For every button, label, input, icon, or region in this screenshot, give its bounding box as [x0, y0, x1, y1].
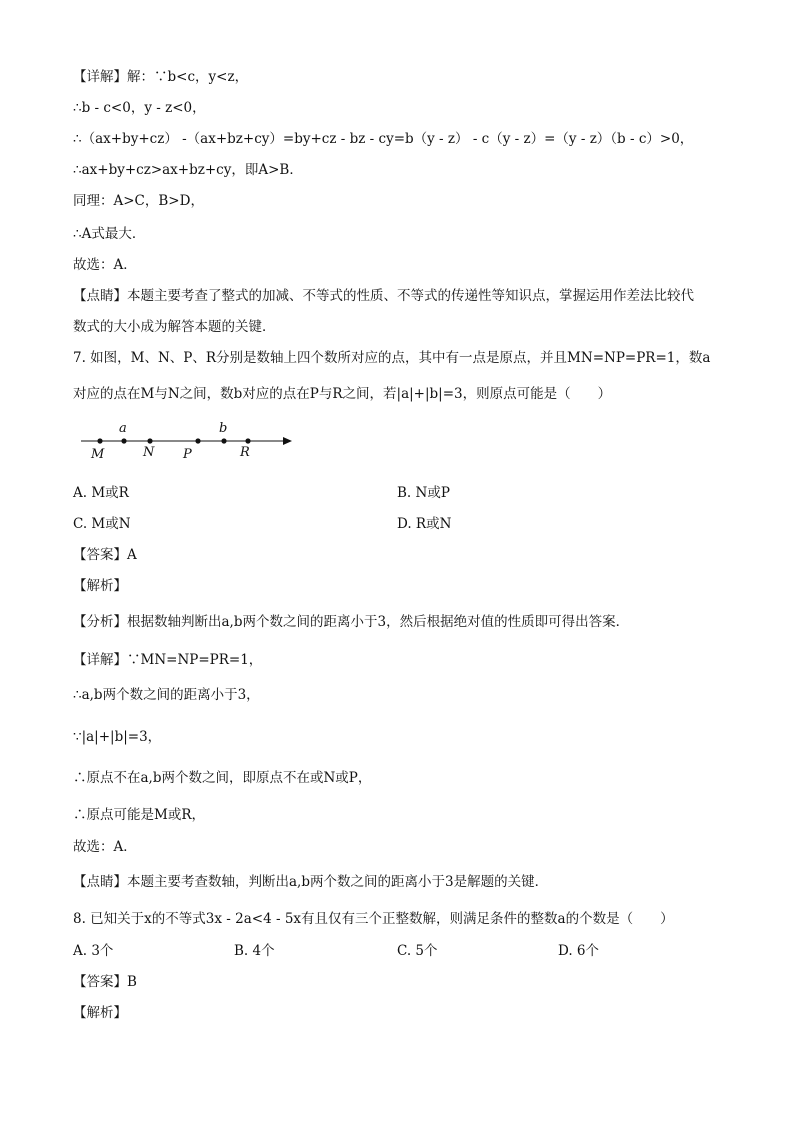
analysis-line: 【分析】根据数轴判断出a,b两个数之间的距离小于3，然后根据绝对值的性质即可得出答案． — [73, 614, 630, 630]
detail-line: 故选：A． — [73, 839, 137, 855]
point-a — [121, 438, 126, 443]
option-b: B. 4个 — [234, 943, 275, 959]
option-d: D. R或N — [397, 516, 452, 532]
arrow-right-icon — [283, 437, 292, 445]
label-p: P — [183, 447, 192, 462]
detail-line: ∴原点可能是M或R， — [73, 807, 205, 823]
question-7-stem: 对应的点在M与N之间，数b对应的点在P与R之间，若|a|+|b|=3，则原点可能是（ ） — [73, 386, 612, 402]
label-a: a — [119, 421, 127, 436]
option-c: C. M或N — [73, 516, 131, 532]
number-line-figure — [78, 420, 298, 468]
label-n: N — [143, 445, 155, 460]
text-line: 故选：A． — [73, 257, 137, 273]
point-p — [195, 438, 200, 443]
text-line: ∴（ax+by+cz） -（ax+bz+cy）=by+cz - bz - cy=b（y - z） - c（y - z）=（y - z）（b - c）>0， — [73, 131, 694, 147]
text-line: ∴b - c<0，y - z<0， — [73, 100, 206, 116]
comment-line: 【点睛】本题主要考查数轴，判断出a,b两个数之间的距离小于3是解题的关键． — [73, 874, 549, 890]
point-n — [147, 438, 152, 443]
detail-line: ∴原点不在a,b两个数之间，即原点不在或N或P， — [73, 770, 372, 786]
detail-line: ∴a,b两个数之间的距离小于3， — [73, 687, 260, 703]
text-line: 同理：A>C，B>D， — [73, 193, 204, 209]
point-b — [221, 438, 226, 443]
text-line: 数式的大小成为解答本题的关键． — [73, 319, 276, 335]
question-7-stem: 7. 如图，M、N、P、R分别是数轴上四个数所对应的点，其中有一点是原点，并且MN=NP=PR=1，数a — [73, 350, 711, 366]
answer-line: 【答案】A — [73, 547, 137, 563]
option-a: A. M或R — [73, 485, 129, 501]
analysis-heading: 【解析】 — [73, 1005, 127, 1021]
question-8-stem: 8. 已知关于x的不等式3x - 2a<4 - 5x有且仅有三个正整数解，则满足条件的整数a的个数是（ ） — [73, 911, 674, 927]
detail-line: 【详解】∵MN=NP=PR=1， — [73, 652, 263, 668]
label-m: M — [91, 447, 105, 462]
label-b: b — [219, 421, 228, 436]
detail-line: ∵|a|+|b|=3， — [73, 729, 162, 745]
option-c: C. 5个 — [397, 943, 438, 959]
option-a: A. 3个 — [73, 943, 114, 959]
label-r: R — [240, 445, 250, 460]
option-d: D. 6个 — [558, 943, 600, 959]
point-m — [97, 438, 102, 443]
analysis-heading: 【解析】 — [73, 578, 127, 594]
point-r — [245, 438, 250, 443]
text-line: ∴ax+by+cz>ax+bz+cy，即A>B． — [73, 162, 303, 178]
text-line: ∴A式最大． — [73, 226, 146, 242]
option-b: B. N或P — [397, 485, 450, 501]
answer-line: 【答案】B — [73, 974, 137, 990]
text-line: 【详解】解：∵b<c，y<z， — [73, 69, 249, 85]
text-line: 【点睛】本题主要考查了整式的加减、不等式的性质、不等式的传递性等知识点，掌握运用作差法比较代 — [73, 288, 694, 304]
